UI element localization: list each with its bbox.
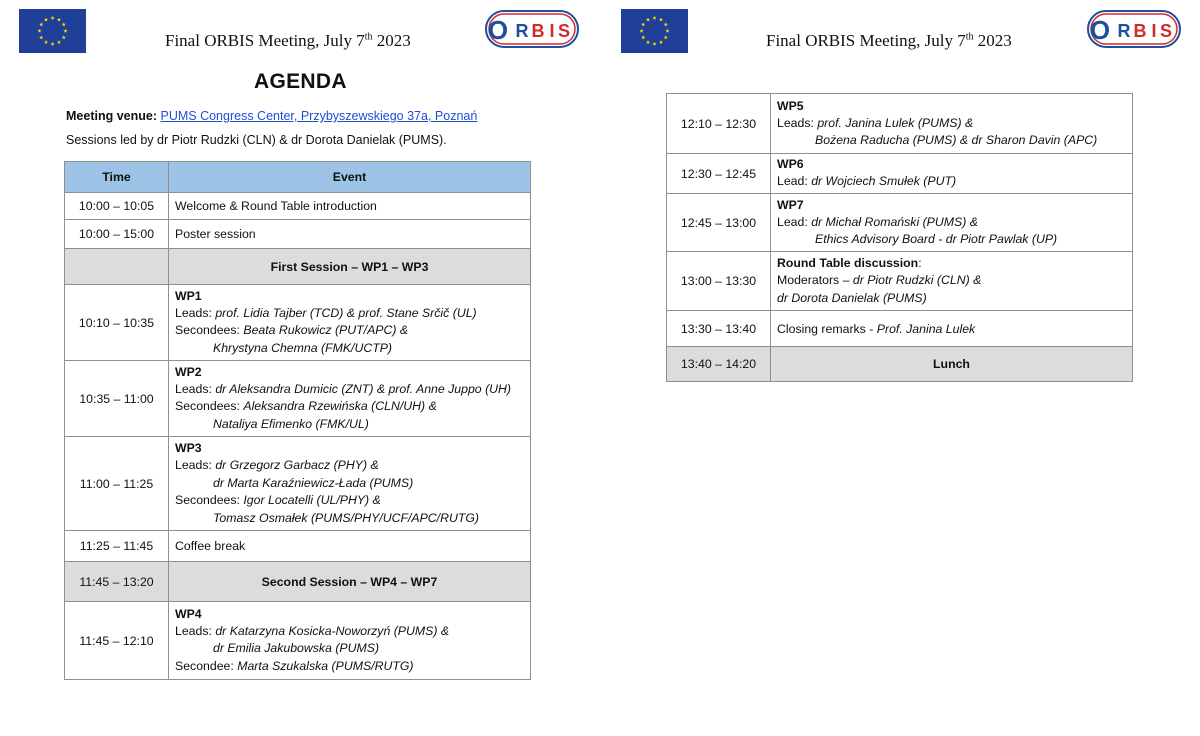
- row-event: [169, 437, 531, 531]
- secondees-label: Secondees:: [175, 323, 244, 338]
- wp-title: WP1: [175, 288, 202, 303]
- agenda-page-1: [0, 0, 580, 736]
- leads: dr Aleksandra Dumicic (ZNT) & prof. Anne Juppo (UH): [215, 381, 512, 396]
- table-row: [65, 602, 531, 680]
- logo-letter: B: [531, 21, 545, 41]
- table-row: [65, 193, 531, 220]
- wp-title: WP5: [777, 98, 804, 113]
- row-time: 10:00 – 15:00: [65, 220, 169, 249]
- table-row: [65, 437, 531, 531]
- time-header: Time: [65, 162, 169, 193]
- logo-letter: I: [549, 21, 555, 41]
- row-event: Poster session: [169, 220, 531, 249]
- eu-flag-icon: [19, 9, 86, 53]
- secondees: Tomasz Osmałek (PUMS/PHY/UCF/APC/RUTG): [213, 510, 480, 525]
- logo-letter: R: [1117, 21, 1131, 41]
- row-time: 12:10 – 12:30: [667, 94, 771, 154]
- secondees: Khrystyna Chemna (FMK/UCTP): [213, 340, 393, 355]
- table-row: [65, 285, 531, 361]
- moderators-label: Moderators –: [777, 273, 853, 288]
- leads-label: Leads:: [175, 381, 216, 396]
- closing-remarks: Closing remarks -: [777, 321, 877, 336]
- row-event: [169, 602, 531, 680]
- closing-speaker: Prof. Janina Lulek: [876, 321, 976, 336]
- sessions-led: Sessions led by dr Piotr Rudzki (CLN) & dr Dorota Danielak (PUMS).: [66, 133, 447, 147]
- leads: dr Marta Karaźniewicz-Łada (PUMS): [213, 475, 414, 490]
- round-table-title: Round Table discussion: [777, 255, 919, 270]
- venue-link[interactable]: PUMS Congress Center, Przybyszewskiego 37a, Poznań: [160, 109, 478, 123]
- row-time: 10:35 – 11:00: [65, 361, 169, 437]
- logo-letter: R: [515, 21, 529, 41]
- lead-label: Lead:: [777, 214, 812, 229]
- secondee-label: Secondee:: [175, 658, 238, 673]
- lead: dr Wojciech Smułek (PUT): [811, 174, 957, 189]
- table-row: [65, 220, 531, 249]
- orbis-logo: [1086, 8, 1182, 50]
- orbis-logo: [484, 8, 580, 50]
- secondees: Aleksandra Rzewińska (CLN/UH) &: [243, 399, 437, 414]
- table-row: [667, 154, 1133, 194]
- secondees-label: Secondees:: [175, 493, 244, 507]
- row-time: 10:00 – 10:05: [65, 193, 169, 220]
- row-time: 11:25 – 11:45: [65, 531, 169, 562]
- row-event: Welcome & Round Table introduction: [169, 193, 531, 220]
- agenda-title: AGENDA: [254, 70, 347, 93]
- row-event: [169, 361, 531, 437]
- row-time: 11:45 – 12:10: [65, 602, 169, 680]
- row-time: 11:45 – 13:20: [65, 562, 169, 602]
- row-event: [771, 154, 1133, 194]
- moderators: dr Piotr Rudzki (CLN) &: [852, 273, 982, 288]
- row-event: [771, 94, 1133, 154]
- lead-label: Lead:: [777, 174, 812, 189]
- meeting-title: Final ORBIS Meeting, July 7th 2023: [165, 31, 411, 50]
- leads: dr Katarzyna Kosicka-Noworzyń (PUMS) &: [215, 623, 450, 638]
- table-header-row: [65, 162, 531, 193]
- leads: prof. Lidia Tajber (TCD) & prof. Stane Srčič (UL): [215, 305, 477, 320]
- row-time: 13:30 – 13:40: [667, 311, 771, 347]
- row-event: Coffee break: [169, 531, 531, 562]
- row-event: [771, 252, 1133, 311]
- table-row: [667, 252, 1133, 311]
- row-event: [771, 194, 1133, 252]
- moderators: dr Dorota Danielak (PUMS): [777, 290, 927, 305]
- leads-label: Leads:: [175, 458, 216, 472]
- logo-letter: O: [487, 15, 509, 45]
- session-row: [667, 347, 1133, 382]
- wp-title: WP6: [777, 157, 804, 172]
- logo-letter: O: [1089, 15, 1111, 45]
- secondee: Marta Szukalska (PUMS/RUTG): [237, 658, 414, 673]
- row-time: 12:45 – 13:00: [667, 194, 771, 252]
- venue-label: Meeting venue:: [66, 109, 157, 123]
- leads: prof. Janina Lulek (PUMS) &: [817, 115, 974, 130]
- agenda-page-2: [602, 0, 1182, 736]
- row-event: [771, 311, 1133, 347]
- lunch-title: Lunch: [771, 347, 1133, 382]
- wp-title: WP7: [777, 197, 804, 212]
- lead: Ethics Advisory Board - dr Piotr Pawlak (UP): [815, 232, 1058, 246]
- session-row: [65, 562, 531, 602]
- secondees: Igor Locatelli (UL/PHY) &: [243, 493, 381, 507]
- logo-letter: S: [1159, 21, 1173, 41]
- session-title: Second Session – WP4 – WP7: [169, 562, 531, 602]
- title-colon: :: [918, 255, 922, 270]
- secondees-label: Secondees:: [175, 399, 244, 414]
- session-row: [65, 249, 531, 285]
- leads: dr Emilia Jakubowska (PUMS): [213, 641, 380, 656]
- row-time: 13:00 – 13:30: [667, 252, 771, 311]
- leads-label: Leads:: [175, 623, 216, 638]
- wp-title: WP3: [175, 441, 202, 455]
- row-time: 12:30 – 12:45: [667, 154, 771, 194]
- leads: dr Grzegorz Garbacz (PHY) &: [215, 458, 379, 472]
- logo-letter: I: [1151, 21, 1157, 41]
- logo-letter: S: [557, 21, 571, 41]
- table-row: [667, 311, 1133, 347]
- row-time: [65, 249, 169, 285]
- agenda-table-2: [666, 93, 1133, 382]
- wp-title: WP2: [175, 364, 202, 379]
- leads-label: Leads:: [175, 305, 216, 320]
- leads: Bożena Raducha (PUMS) & dr Sharon Davin (APC): [815, 133, 1098, 147]
- meeting-venue: [66, 109, 477, 123]
- table-row: [667, 94, 1133, 154]
- table-row: [65, 361, 531, 437]
- logo-letter: B: [1133, 21, 1147, 41]
- agenda-table-1: [64, 161, 531, 680]
- secondees: Beata Rukowicz (PUT/APC) &: [243, 323, 409, 338]
- meeting-title: Final ORBIS Meeting, July 7th 2023: [766, 31, 1012, 50]
- event-header: Event: [169, 162, 531, 193]
- leads-label: Leads:: [777, 115, 818, 130]
- wp-title: WP4: [175, 606, 202, 621]
- row-time: 11:00 – 11:25: [65, 437, 169, 531]
- row-time: 10:10 – 10:35: [65, 285, 169, 361]
- table-row: [667, 194, 1133, 252]
- eu-flag-icon: [621, 9, 688, 53]
- secondees: Nataliya Efimenko (FMK/UL): [213, 416, 369, 431]
- table-row: [65, 531, 531, 562]
- lead: dr Michał Romański (PUMS) &: [811, 214, 978, 229]
- row-time: 13:40 – 14:20: [667, 347, 771, 382]
- row-event: [169, 285, 531, 361]
- session-title: First Session – WP1 – WP3: [169, 249, 531, 285]
